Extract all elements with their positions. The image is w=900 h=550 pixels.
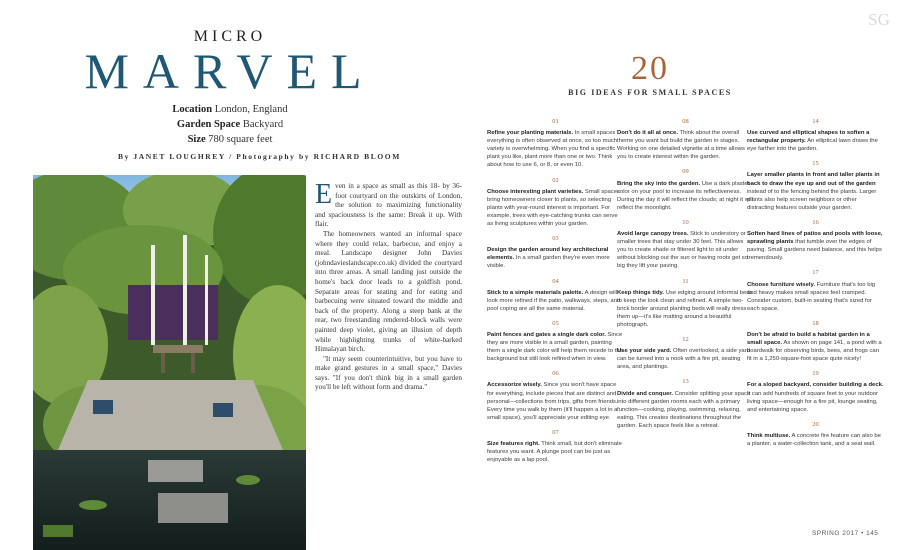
garden-photo [33,175,306,550]
tip-item: 13 Divide and conquer. Consider splitting your space into different garden rooms each with a primary function—cooking, playing, swimming, relaxing, eating. This creates destinations throughout the garden. Each space feels like a retreat. [617,378,751,429]
tip-item: 09 Bring the sky into the garden. Use a dark plaster color on your pool to increase its reflectiveness. During the day it will reflect the clouds; at night it will reflect the moonlight. [617,168,753,211]
article-paragraph: Even in a space as small as this 18- by 36-foot courtyard on the outskirts of London, the solution to maximizing functionality and spaciousness is the same: Break it up. With flair. [315,179,462,229]
tip-item: 08 Don't do it all at once. Think about the overall theme you want but build the garden in stages. Working on one detailed vignette at a time allows you to create interest within the garden. [617,118,745,161]
list-count: 20 [631,50,669,87]
tip-item: 16 Soften hard lines of patios and pools with loose, sprawling plants that tumble over the edges of paving. Small gardens need balance, and this helps tremendously. [747,218,883,262]
tip-item: 07 Size features right. Think small, but don't eliminate features you want. A plunge pool can be just as enjoyable as a lap pool. [487,428,622,464]
fact-size: Size 780 square feet [187,134,273,145]
headline: MARVEL [84,43,376,99]
tip-item: 11 Keep things tidy. Use edging around informal beds to keep the look clean and refined. A simple two-brick border around planting beds will really dress them up—it's like matting around a beautiful photograph. [617,277,753,328]
tip-item: 05 Paint fences and gates a single dark color. Since they are more visible in a small garden, painting them a single dark color will help them recede to the background but still look refined when in view. [487,319,623,363]
tips-column-2 [617,118,754,437]
tip-item: 03 Design the garden around key architectural elements. In a small garden they're even more visible. [487,235,610,270]
tip-item: 04 Stick to a simple materials palette. A design will look more refined if the patio, walkways, steps, and pool coping are all the same material. [487,277,621,312]
article-paragraph: "It may seem counterintuitive, but you have to make grand gestures in a small space," Davies says. "If you don't think big in a small garden you'll be left without form and drama." [315,354,462,392]
tips-column-1 [487,118,624,471]
tip-item: 19 For a sloped backyard, consider building a deck. It can add hundreds of square feet to your outdoor living space—enough for a fire pit, lounge seating, and entertaining space. [747,370,884,413]
byline: By JANET LOUGHREY / Photography by RICHARD BLOOM [118,152,401,161]
tip-item: 06 Accessorize wisely. Since you won't have space for everything, include pieces that are distinct and personal—collections from trips, gifts from friends. Every time you walk by them (it'll happen a lot in a small space), you'll appreciate your editing eye. [487,370,618,421]
drop-cap: E [315,179,333,210]
tip-item: 17 Choose furniture wisely. Furniture that's too big and heavy makes small spaces feel cramped. Consider custom, built-in seating that's sized for each space. [747,269,876,312]
tip-item: 02 Choose interesting plant varieties. Small spaces bring homeowners closer to plants, so selecting plants with year-round interest is important. For example, trees with eye-catching trunks can serve as living sculptures within your garden. [487,176,620,228]
tip-item: 01 Refine your planting materials. In small spaces everything is often observed at once, so too much variety is overwhelming. When you find a specific plant you like, plant more than one or two. Think about how to use 6, or 8, or even 10. [487,118,617,169]
kicker: MICRO [193,28,267,45]
magazine-logo-icon: SG [868,10,890,29]
tips-column-3 [747,118,884,455]
tip-item: 15 Layer smaller plants in front and taller plants in back to draw the eye up and out of the garden instead of to the fencing behind the plants. Larger plants also help screen neighbors or other distracting features outside your garden. [747,160,880,211]
tip-item: 12 Use your side yard. Often overlooked, a side yard can be turned into a nook with a fire pit, seating area, and plantings. [617,336,750,371]
fact-location: Location London, England [172,104,288,115]
tip-item: 10 Avoid large canopy trees. Stick to understory or smaller trees that stay under 30 feet. This allows you to create shade or filtered light to sit under without blocking out the sun or having roots get so big they lift your paving. [617,218,748,270]
list-subtitle: BIG IDEAS FOR SMALL SPACES [568,88,732,97]
project-facts [0,102,460,147]
tip-item: 18 Don't be afraid to build a habitat garden in a small space. As shown on page 141, a pond with a boardwalk for observing birds, bees, and frogs can fit in a 1,250-square-foot space quite nicely! [747,319,882,363]
article-paragraph: The homeowners wanted an informal space where they could relax, barbecue, and enjoy a meal. Landscape designer John Davies (johndavieslandscape.co.uk) divided the courtyard into three areas. A small landing just outside the home's back door leads to a goldfish pond. Separate areas for seating and for eating and barbecuing were situated toward the middle and back of the property. Along a steep bank at the rear, two freestanding rendered-block walls were painted deep violet, giving an illusion of depth while highlighting trunks of white-barked Himalayan birch. [315,229,462,354]
article-body [315,179,462,393]
page-folio: SPRING 2017 • 145 [812,530,879,537]
fact-garden-space: Garden Space Backyard [176,119,284,130]
tip-item: 14 Use curved and elliptical shapes to soften a rectangular property. An elliptical lawn draws the eye farther into the garden. [747,118,878,153]
tip-item: 20 Think multiuse. A concrete fire feature can also be a planter, a water-collection tank, and a seat wall. [747,420,881,447]
